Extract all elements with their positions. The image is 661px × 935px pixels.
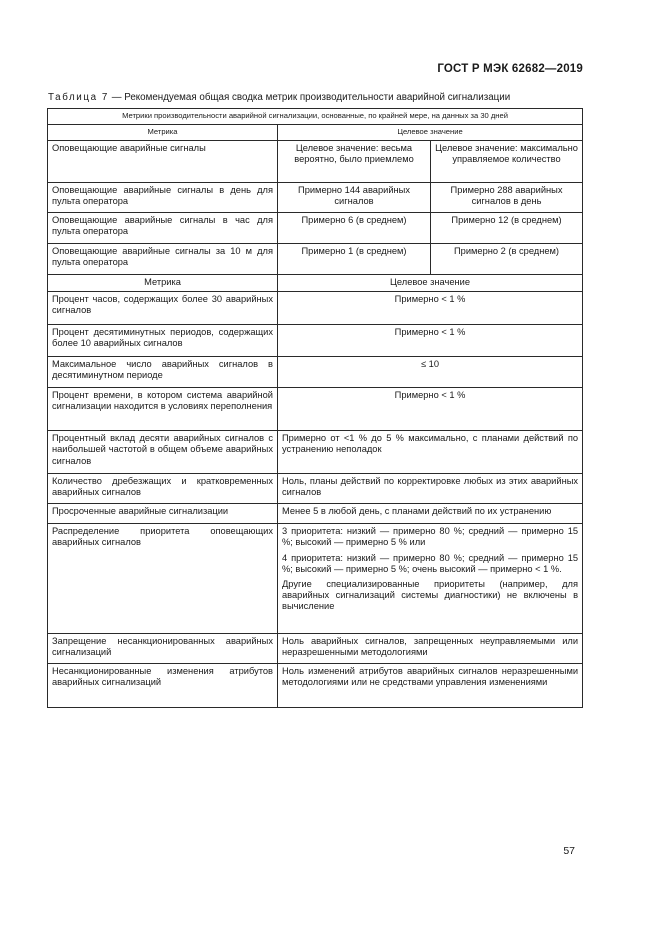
target-cell: Примерно < 1 % [278, 388, 583, 431]
table-row [48, 292, 583, 325]
target-cell: Целевое значение: максимально управляемое количество [431, 141, 583, 183]
target-cell: Примерно от <1 % до 5 % максимально, с планами действий по устранению неполадок [278, 431, 583, 474]
table-row [48, 504, 583, 524]
section1-col-target: Целевое значение [278, 125, 583, 141]
metric-cell: Оповещающие аварийные сигналы в день для пульта оператора [48, 183, 278, 213]
metric-cell: Распределение приоритета оповещающих аварийных сигналов [48, 524, 278, 634]
metric-cell: Несанкционированные изменения атрибутов аварийных сигнализаций [48, 664, 278, 708]
section2-col-target: Целевое значение [278, 275, 583, 292]
metric-cell: Процент десятиминутных периодов, содержащих более 10 аварийных сигналов [48, 325, 278, 357]
target-cell: Примерно 144 аварийных сигналов [278, 183, 431, 213]
section1-col-metric: Метрика [48, 125, 278, 141]
table-row [48, 474, 583, 504]
metric-cell: Процентный вклад десяти аварийных сигналов с наибольшей частотой в общем объеме аварийных сигналов [48, 431, 278, 474]
metric-cell: Оповещающие аварийные сигналы [48, 141, 278, 183]
table-row [48, 524, 583, 634]
table-row [48, 325, 583, 357]
target-cell: Примерно 1 (в среднем) [278, 244, 431, 275]
table-row [48, 388, 583, 431]
standard-code: ГОСТ Р МЭК 62682—2019 [437, 63, 583, 75]
priority-option-4: 4 приоритета: низкий — примерно 80 %; средний — примерно 15 %; высокий — примерно 5 %; очень высокий — примерно < 1 %. [282, 552, 579, 574]
metric-cell: Просроченные аварийные сигнализации [48, 504, 278, 524]
metric-cell: Процент часов, содержащих более 30 аварийных сигналов [48, 292, 278, 325]
section2-col-metric: Метрика [48, 275, 278, 292]
target-cell: Примерно 12 (в среднем) [431, 213, 583, 244]
target-cell: Примерно < 1 % [278, 292, 583, 325]
target-cell: Ноль аварийных сигналов, запрещенных неуправляемыми или неразрешенными методологиями [278, 634, 583, 664]
target-cell: Ноль, планы действий по корректировке любых из этих аварийных сигналов [278, 474, 583, 504]
metric-cell: Запрещение несанкционированных аварийных сигнализаций [48, 634, 278, 664]
metrics-table [47, 108, 583, 708]
priority-option-3: 3 приоритета: низкий — примерно 80 %; средний — примерно 15 %; высокий — примерно 5 % или [282, 526, 579, 548]
target-cell [278, 524, 583, 634]
target-cell: Примерно 6 (в среднем) [278, 213, 431, 244]
table-caption [48, 92, 510, 103]
metric-cell: Количество дребезжащих и кратковременных аварийных сигналов [48, 474, 278, 504]
metric-cell: Оповещающие аварийные сигналы в час для пульта оператора [48, 213, 278, 244]
metric-cell: Оповещающие аварийные сигналы за 10 м для пульта оператора [48, 244, 278, 275]
section1-header-row [48, 125, 583, 141]
table-row [48, 141, 583, 183]
table-row [48, 213, 583, 244]
table-row [48, 357, 583, 388]
section2-header-row [48, 275, 583, 292]
target-cell: Примерно < 1 % [278, 325, 583, 357]
table-row [48, 183, 583, 213]
target-cell: Примерно 288 аварийных сигналов в день [431, 183, 583, 213]
table-top-header: Метрики производительности аварийной сигнализации, основанные, по крайней мере, на данных за 30 дней [48, 109, 583, 125]
priority-note: Другие специализированные приоритеты (например, для аварийных сигнализаций системы диагностики) не включены в вычисление [282, 579, 579, 612]
table-row [48, 244, 583, 275]
metric-cell: Максимальное число аварийных сигналов в десятиминутном периоде [48, 357, 278, 388]
table-row [48, 664, 583, 708]
table-caption-label: Таблица 7 [48, 92, 109, 103]
target-cell: ≤ 10 [278, 357, 583, 388]
target-cell: Ноль изменений атрибутов аварийных сигналов неразрешенными методологиями или не средствами управления изменениями [278, 664, 583, 708]
table-top-header-row [48, 109, 583, 125]
page-number: 57 [563, 845, 575, 857]
table-row [48, 431, 583, 474]
target-cell: Целевое значение: весьма вероятно, было приемлемо [278, 141, 431, 183]
table-row [48, 634, 583, 664]
target-cell: Примерно 2 (в среднем) [431, 244, 583, 275]
table-caption-text: — Рекомендуемая общая сводка метрик производительности аварийной сигнализации [108, 92, 511, 103]
metric-cell: Процент времени, в котором система аварийной сигнализации находится в условиях переполнения [48, 388, 278, 431]
target-cell: Менее 5 в любой день, с планами действий по их устранению [278, 504, 583, 524]
